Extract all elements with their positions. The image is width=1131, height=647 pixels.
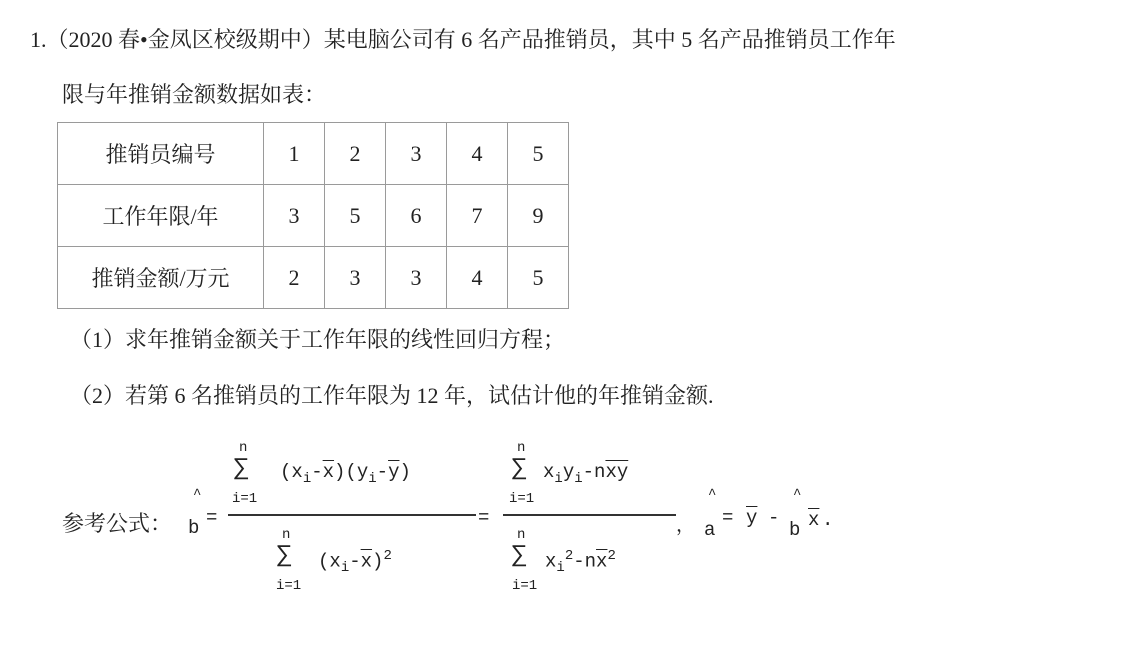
formula-label: 参考公式： (62, 511, 173, 536)
sigma-icon: ∑ (512, 455, 527, 482)
table-cell: 3 (386, 247, 447, 309)
fraction-bar (503, 514, 676, 516)
row-header: 推销员编号 (58, 123, 264, 185)
comma: ， (676, 515, 696, 537)
sum-upper: n (282, 527, 291, 543)
sigma-icon: ∑ (234, 455, 249, 482)
sum-upper: n (239, 440, 248, 456)
table-row (58, 247, 569, 309)
table-cell: 2 (264, 247, 325, 309)
y-bar: $\overline{y}$ (746, 507, 758, 529)
b-hat-symbol: b (789, 519, 801, 541)
hat-mark: ^ (193, 487, 202, 503)
sum-upper: n (517, 440, 526, 456)
data-table (57, 122, 569, 309)
row-header: 工作年限/年 (58, 185, 264, 247)
sigma-icon: ∑ (277, 542, 292, 569)
fraction-bar (228, 514, 476, 516)
table-cell: 4 (447, 247, 508, 309)
question-header-line2: 限与年推销金额数据如表： (62, 82, 327, 107)
table-cell: 6 (386, 185, 447, 247)
question-header-line1: 1.（2020 春•金凤区校级期中）某电脑公司有 6 名产品推销员，其中 5 名产品推销员工作年 (30, 27, 896, 52)
row-header: 推销金额/万元 (58, 247, 264, 309)
table-cell: 3 (325, 247, 386, 309)
denominator-1: $(x_i-\overline{x})^2$ (318, 548, 392, 577)
hat-mark: ^ (708, 487, 717, 503)
period: . (822, 509, 834, 531)
sub-question-1: （1）求年推销金额关于工作年限的线性回归方程； (70, 327, 566, 352)
sum-lower: i=1 (509, 491, 535, 507)
numerator-2: $x_iy_i-n\overline{xy}$ (543, 461, 629, 487)
numerator-1: $(x_i-\overline{x})(y_i-\overline{y})$ (280, 461, 411, 487)
table-cell: 5 (508, 123, 569, 185)
table-cell: 4 (447, 123, 508, 185)
hat-mark: ^ (793, 487, 802, 503)
table-cell: 5 (325, 185, 386, 247)
equals-sign: = (206, 507, 218, 529)
equals-sign: = (722, 507, 734, 529)
table-cell: 9 (508, 185, 569, 247)
sum-lower: i=1 (276, 578, 302, 594)
sum-upper: n (517, 527, 526, 543)
sub-question-2: （2）若第 6 名推销员的工作年限为 12 年，试估计他的年推销金额. (70, 383, 714, 408)
table-cell: 1 (264, 123, 325, 185)
denominator-2: $x_i^2-n\overline{x}^2$ (545, 548, 616, 577)
minus-sign: - (768, 507, 780, 529)
table-row (58, 123, 569, 185)
equals-sign: = (478, 507, 490, 529)
sum-lower: i=1 (232, 491, 258, 507)
b-hat-symbol: b (188, 517, 200, 539)
table-cell: 2 (325, 123, 386, 185)
table-cell: 7 (447, 185, 508, 247)
sigma-icon: ∑ (512, 542, 527, 569)
table-row (58, 185, 569, 247)
table-cell: 5 (508, 247, 569, 309)
x-bar: $\overline{x}$ (808, 509, 820, 531)
sum-lower: i=1 (512, 578, 538, 594)
table-cell: 3 (386, 123, 447, 185)
table-cell: 3 (264, 185, 325, 247)
a-hat-symbol: a (704, 519, 716, 541)
